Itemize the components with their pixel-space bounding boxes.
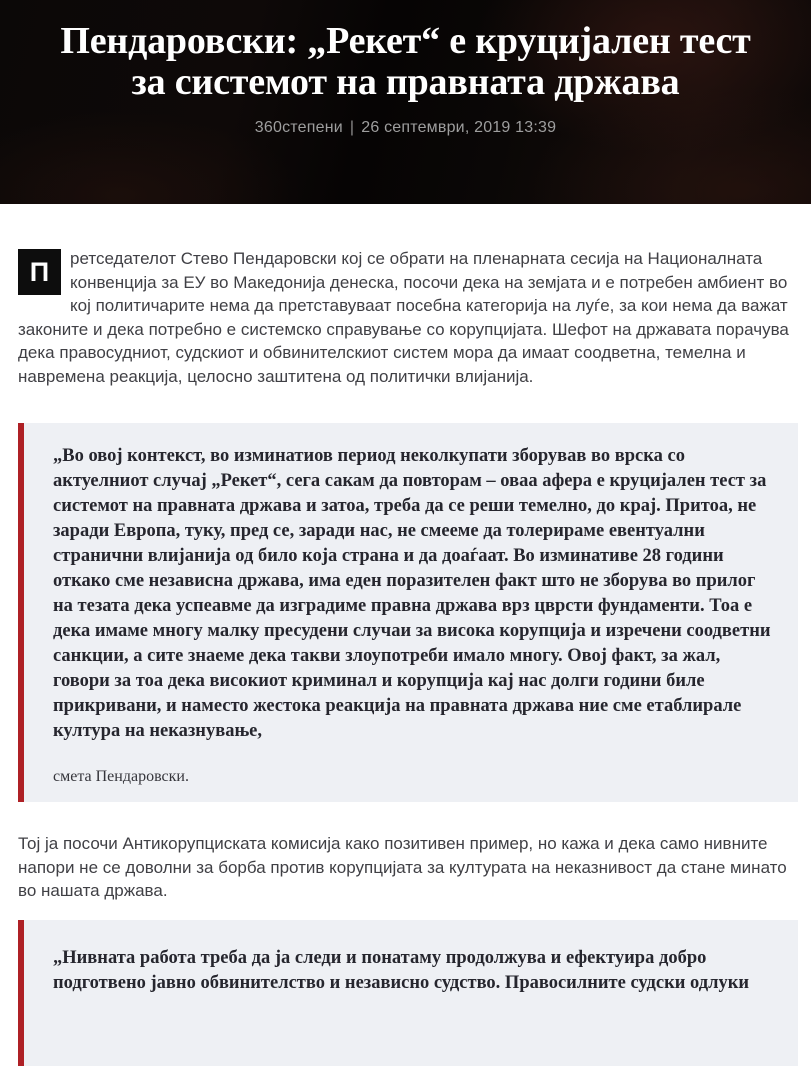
article-hero <box>0 0 811 204</box>
quote-2-text: „Нивната работа треба да ја следи и понатаму продолжува и ефектуира добро подготвено јавно обвинителство и независно судство. Правосилните судски одлуки <box>53 947 750 993</box>
source-name: 360степени <box>254 119 343 136</box>
publish-datetime: 26 септември, 2019 13:39 <box>361 119 557 136</box>
quote-block-1 <box>18 423 798 802</box>
page-title-line-1: Пендаровски: „Рекет“ е круцијален тест <box>60 20 751 62</box>
second-paragraph: Тој ја посочи Антикорупциската комисија како позитивен пример, но кажа и дека само нивните напори не се доволни за борба против корупцијата за културата на неказнивост да стане минато во нашата држава. <box>18 834 787 900</box>
article-body <box>18 204 798 1066</box>
page-title <box>0 21 811 103</box>
lead-paragraph-text: ретседателот Стево Пендаровски кој се обрати на пленарната сесија на Националната конвенција за ЕУ во Македонија денеска, посочи дека на земјата и е потребен амбиент во кој политичарите нема да претставуваат посебна категорија на луѓе, за кои нема да важат законите и дека потребно е системско справување со корупцијата. Шефот на државата порачува дека правосудниот, судскиот и обвинителскиот систем мора да имаат соодветна, темелна и навремена реакција, целосно заштитена од политички влијанија. <box>18 249 789 386</box>
dropcap-letter: П <box>18 249 61 295</box>
lead-paragraph <box>18 247 798 388</box>
quote-1-text: „Во овој контекст, во изминатиов период неколкупати зборував во врска со актуелниот случај „Рекет“, сега сакам да повторам – оваа афера е круцијален тест за системот на правната држава и затоа, треба да се реши темелно, до крај. Притоа, не заради Европа, туку, пред се, заради нас, не смееме да толерираме евентуални странични влијанија од било која страна и да доаѓаат. Во изминативе 28 години откако сме независна држава, има еден поразителен факт што не зборува во прилог на тезата дека успеавме да изградиме правна држава врз цврсти фундаменти. Тоа е дека имаме многу малку пресудени случаи за висока корупција и изречени соодветни санкции, а сите знаеме дека такви злоупотреби имало многу. Овој факт, за жал, говори за тоа дека високиот криминал и корупција кај нас долги години биле прикривани, и наместо жестока реакција на правната држава ние сме етаблирале култура на неказнување, <box>53 446 771 741</box>
meta-divider: | <box>349 119 355 136</box>
page-title-line-2: за системот на правната држава <box>131 61 680 103</box>
quote-block-2 <box>18 920 798 1066</box>
article-meta <box>0 119 811 137</box>
quote-1-attribution: смета Пендаровски. <box>53 768 189 785</box>
